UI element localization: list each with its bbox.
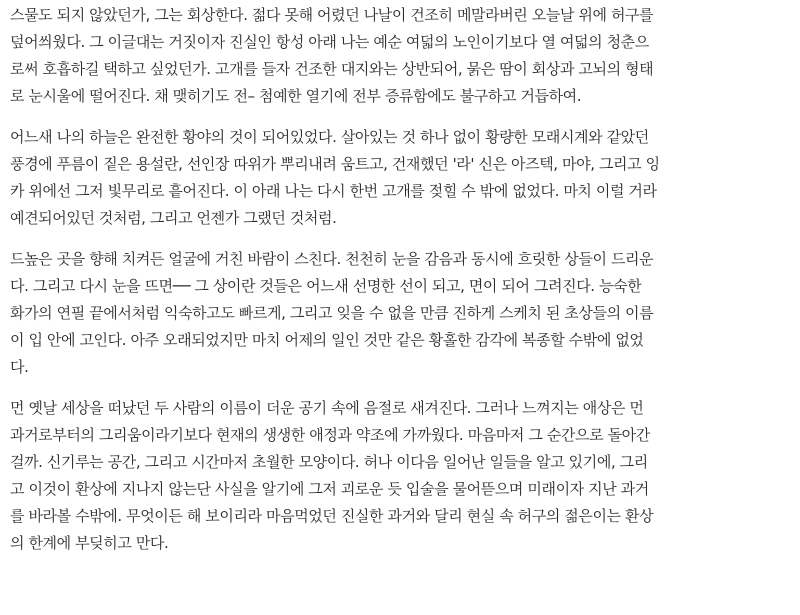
paragraph-line: 덮어씌웠다. 그 이글대는 거짓이자 진실인 항성 아래 나는 예순 여덟의 노인이기보다 열 여덟의 청춘으 (10, 33, 649, 51)
paragraph-line: 드높은 곳을 향해 치켜든 얼굴에 거친 바람이 스친다. 천천히 눈을 감음과 동시에 흐릿한 상들이 드리운 (10, 250, 654, 268)
paragraph-line: 먼 옛날 세상을 떠났던 두 사람의 이름이 더운 공기 속에 음절로 새겨진다. 그러나 느껴지는 애상은 먼 (10, 399, 644, 417)
paragraph-line: 풍경에 푸름이 짙은 용설란, 선인장 따위가 뿌리내려 움트고, 건재했던 '라' 신은 아즈텍, 마야, 그리고 잉 (10, 155, 660, 173)
paragraph-line: 카 위에선 그저 빛무리로 흩어진다. 이 아래 나는 다시 한번 고개를 젖힐 수 밖에 없었다. 마치 이럴 거라 (10, 182, 657, 200)
paragraph-3 (10, 246, 794, 381)
paragraph-line: 걸까. 신기루는 공간, 그리고 시간마저 초월한 모양이다. 허나 이다음 일어난 일들을 알고 있기에, 그리 (10, 453, 648, 471)
paragraph-line: 의 한계에 부딪히고 만다. (10, 534, 169, 552)
paragraph-line: 예견되어있던 것처럼, 그리고 언젠가 그랬던 것처럼. (10, 209, 337, 227)
paragraph-line: 로써 호흡하길 택하고 싶었던가. 고개를 들자 건조한 대지와는 상반되어, 묽은 땀이 회상과 고뇌의 형태 (10, 60, 654, 78)
paragraph-2 (10, 124, 794, 232)
paragraph-line: 로 눈시울에 떨어진다. 채 맺히기도 전– 첨예한 열기에 전부 증류함에도 불구하고 거듭하여. (10, 87, 582, 105)
paragraph-4 (10, 395, 794, 557)
paragraph-line: 를 바라볼 수밖에. 무엇이든 해 보이리라 마음먹었던 진실한 과거와 달리 현실 속 허구의 젊은이는 환상 (10, 507, 654, 525)
paragraph-line: 다. 그리고 다시 눈을 뜨면── 그 상이란 것들은 어느새 선명한 선이 되고, 면이 되어 그려진다. 능숙한 (10, 277, 642, 295)
paragraph-line: 화가의 연필 끝에서처럼 익숙하고도 빠르게, 그리고 잊을 수 없을 만큼 진하게 스케치 된 초상들의 이름 (10, 304, 654, 322)
paragraph-1 (10, 2, 794, 110)
paragraph-line: 과거로부터의 그리움이라기보다 현재의 생생한 애정과 약조에 가까웠다. 마음마저 그 순간으로 돌아간 (10, 426, 650, 444)
paragraph-line: 어느새 나의 하늘은 완전한 황야의 것이 되어있었다. 살아있는 것 하나 없이 황량한 모래시계와 같았던 (10, 128, 649, 146)
paragraph-line: 다. (10, 358, 29, 376)
paragraph-line: 이 입 안에 고인다. 아주 오래되었지만 마치 어제의 일인 것만 같은 황홀한 감각에 복종할 수밖에 없었 (10, 331, 644, 349)
paragraph-line: 스물도 되지 않았던가, 그는 회상한다. 젊다 못해 어렸던 나날이 건조히 메말라버린 오늘날 위에 허구를 (10, 6, 654, 24)
paragraph-line: 고 이것이 환상에 지나지 않는단 사실을 알기에 그저 괴로운 듯 입술을 물어뜯으며 미래이자 지난 과거 (10, 480, 649, 498)
